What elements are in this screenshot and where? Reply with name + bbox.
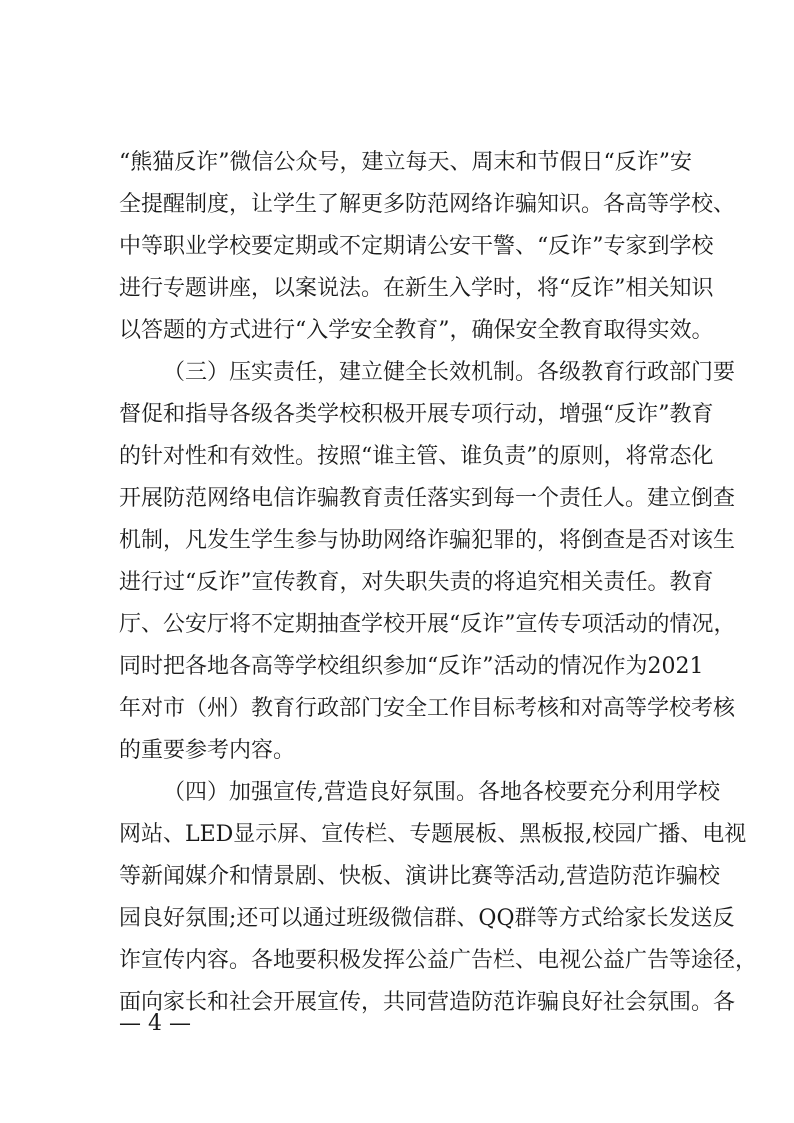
body-text-line: 诈宣传内容。各地要积极发挥公益广告栏、电视公益广告等途径， — [119, 948, 758, 973]
body-text-line: 的针对性和有效性。按照“谁主管、谁负责”的原则，将常态化 — [119, 444, 714, 469]
page-number: — 4 — — [119, 1011, 191, 1036]
section-heading-line: （三）压实责任，建立健全长效机制。各级教育行政部门要 — [163, 360, 736, 385]
body-text-line: 厅、公安厅将不定期抽查学校开展“反诈”宣传专项活动的情况， — [119, 612, 736, 637]
body-text-line: 机制，凡发生学生参与协助网络诈骗犯罪的，将倒查是否对该生 — [119, 528, 736, 553]
body-text-line: 网站、LED显示屏、宣传栏、专题展板、黑板报,校园广播、电视 — [119, 822, 747, 847]
body-text-line: 进行专题讲座，以案说法。在新生入学时，将“反诈”相关知识 — [119, 276, 714, 301]
body-text-line: 的重要参考内容。 — [119, 738, 296, 763]
body-text-line: 同时把各地各高等学校组织参加“反诈”活动的情况作为2021 — [119, 654, 704, 679]
body-text-line: 面向家长和社会开展宣传，共同营造防范诈骗良好社会氛围。各 — [119, 990, 736, 1015]
section-heading-line: （四）加强宣传,营造良好氛围。各地各校要充分利用学校 — [163, 780, 720, 805]
body-text-line: 中等职业学校要定期或不定期请公安干警、“反诈”专家到学校 — [119, 234, 714, 259]
body-text-line: 年对市（州）教育行政部门安全工作目标考核和对高等学校考核 — [119, 696, 736, 721]
body-text-line: 等新闻媒介和情景剧、快板、演讲比赛等活动,营造防范诈骗校 — [119, 864, 720, 889]
body-text-line: 园良好氛围;还可以通过班级微信群、QQ群等方式给家长发送反 — [119, 906, 735, 931]
body-text-line: 进行过“反诈”宣传教育，对失职失责的将追究相关责任。教育 — [119, 570, 714, 595]
body-text-line: 全提醒制度，让学生了解更多防范网络诈骗知识。各高等学校、 — [119, 192, 736, 217]
body-text-line: “熊猫反诈”微信公众号，建立每天、周末和节假日“反诈”安 — [119, 150, 692, 175]
body-text-line: 督促和指导各级各类学校积极开展专项行动，增强“反诈”教育 — [119, 402, 714, 427]
body-text-line: 开展防范网络电信诈骗教育责任落实到每一个责任人。建立倒查 — [119, 486, 736, 511]
body-text-line: 以答题的方式进行“入学安全教育”，确保安全教育取得实效。 — [119, 318, 714, 343]
